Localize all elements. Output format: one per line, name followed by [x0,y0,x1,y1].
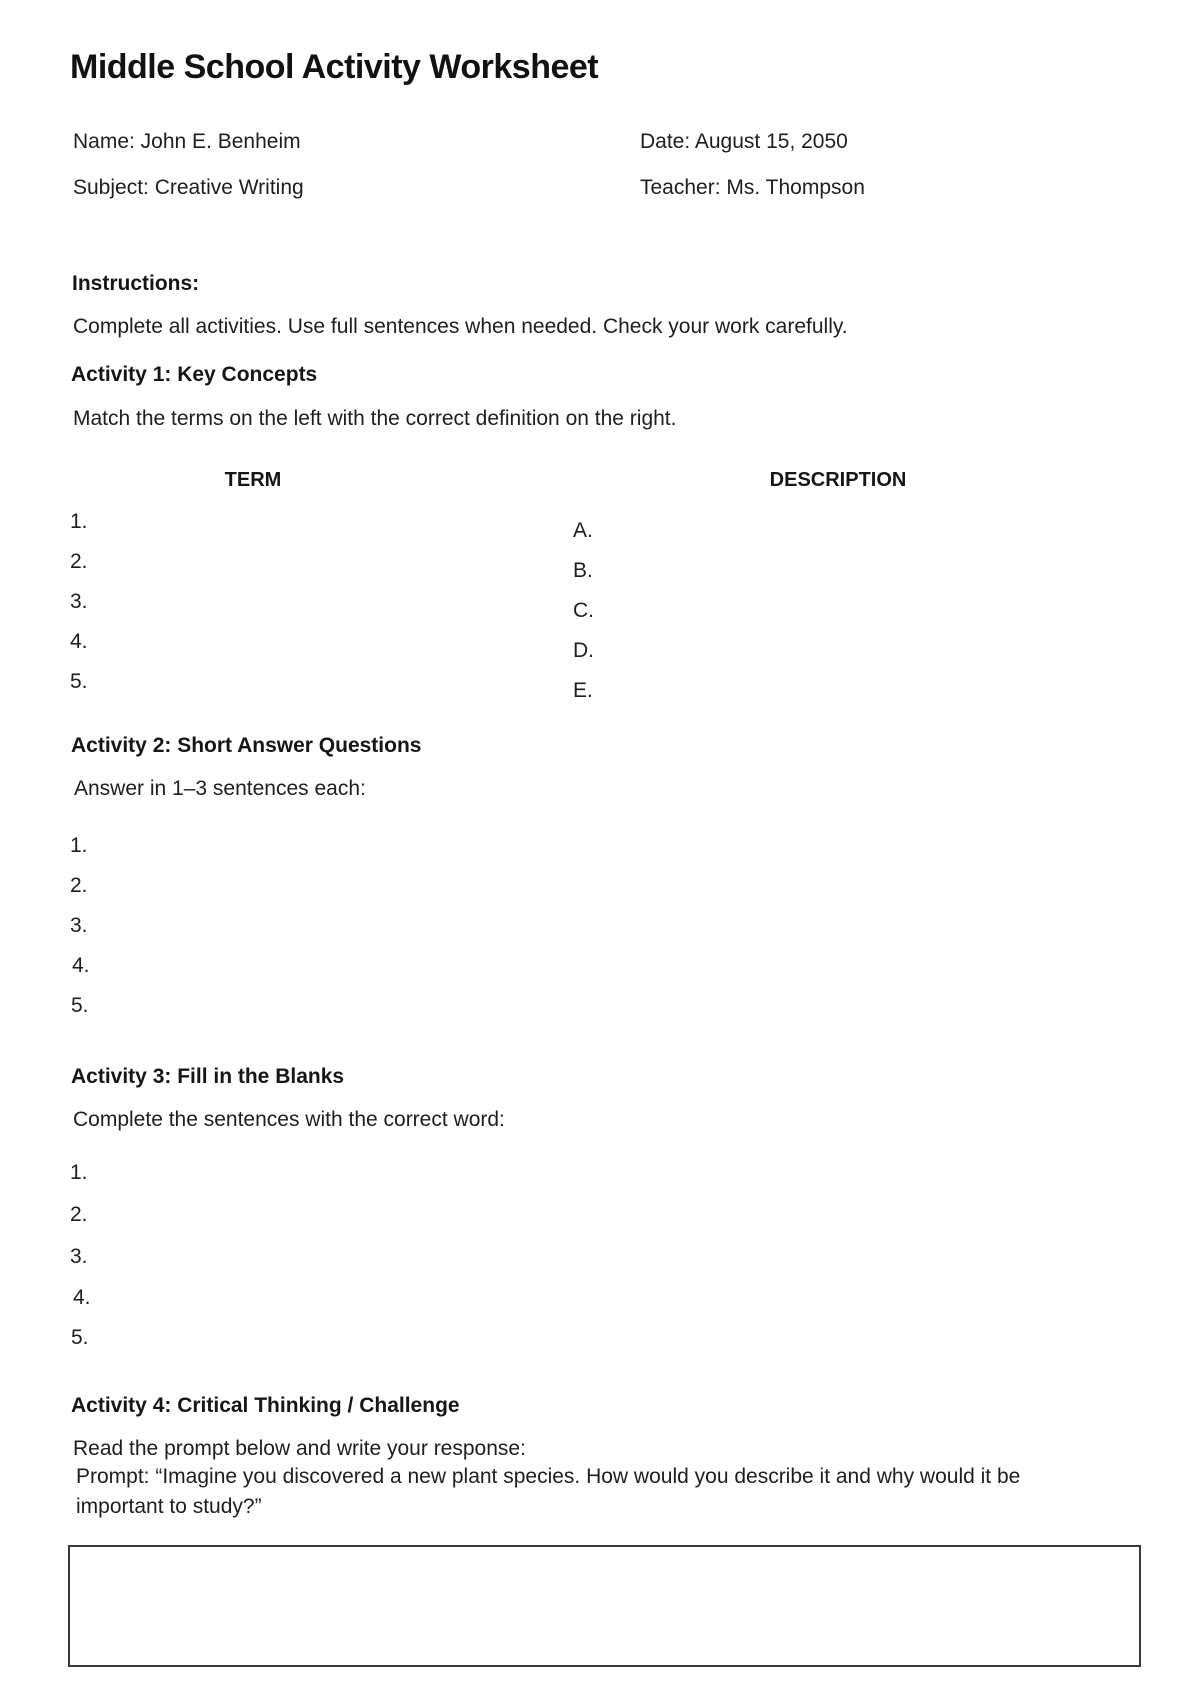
term-item-5: 5. [70,670,88,693]
activity2-item-3: 3. [70,914,88,937]
activity3-item-1: 1. [70,1161,88,1184]
term-item-4: 4. [70,630,88,653]
instructions-heading: Instructions: [72,272,200,295]
activity3-instruction: Complete the sentences with the correct word: [73,1108,505,1131]
name-field: Name: John E. Benheim [73,130,301,153]
activity2-item-4: 4. [72,954,90,977]
activity2-heading: Activity 2: Short Answer Questions [71,734,422,757]
term-item-3: 3. [70,590,88,613]
activity4-instruction: Read the prompt below and write your response: [73,1437,526,1460]
term-item-1: 1. [70,510,88,533]
date-field: Date: August 15, 2050 [640,130,848,153]
description-item-a: A. [573,519,593,542]
term-column-header: TERM [224,469,282,491]
description-item-c: C. [573,599,594,622]
activity2-item-2: 2. [70,874,88,897]
activity2-item-1: 1. [70,834,88,857]
response-box[interactable] [68,1545,1141,1667]
activity1-heading: Activity 1: Key Concepts [71,363,318,386]
activity4-prompt: Prompt: “Imagine you discovered a new plant species. How would you describe it and why would it be important to study?” [76,1465,1021,1518]
instructions-text: Complete all activities. Use full sentences when needed. Check your work carefully. [73,315,848,338]
activity2-item-5: 5. [71,994,89,1017]
activity2-instruction: Answer in 1–3 sentences each: [74,777,366,800]
term-item-2: 2. [70,550,88,573]
activity3-item-3: 3. [70,1245,88,1268]
activity1-instruction: Match the terms on the left with the correct definition on the right. [73,407,677,430]
subject-field: Subject: Creative Writing [73,176,304,199]
description-item-d: D. [573,639,594,662]
activity3-item-4: 4. [73,1286,91,1309]
activity3-item-5: 5. [71,1326,89,1349]
worksheet-title: Middle School Activity Worksheet [70,48,599,86]
description-item-e: E. [573,679,593,702]
activity3-item-2: 2. [70,1203,88,1226]
teacher-field: Teacher: Ms. Thompson [640,176,865,199]
description-column-header: DESCRIPTION [769,469,907,491]
activity3-heading: Activity 3: Fill in the Blanks [71,1065,345,1088]
description-item-b: B. [573,559,593,582]
activity4-heading: Activity 4: Critical Thinking / Challenge [71,1394,460,1417]
